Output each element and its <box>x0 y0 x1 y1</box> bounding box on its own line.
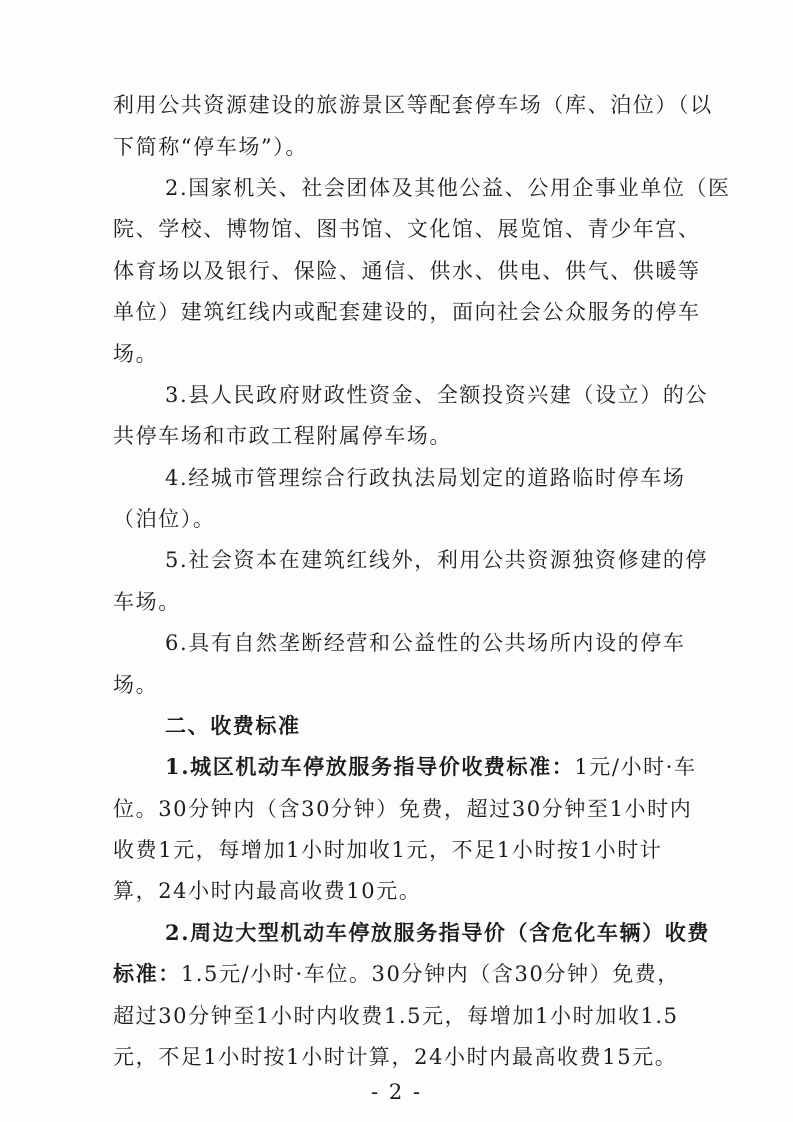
paragraph-line: 算，24小时内最高收费10元。 <box>113 879 422 903</box>
paragraph-line: 超过30分钟至1小时内收费1.5元，每增加1小时加收1.5 <box>113 1004 679 1028</box>
page-number: - 2 - <box>371 1080 422 1104</box>
section-heading: 二、收费标准 <box>165 713 301 738</box>
paragraph-line: 车场。 <box>113 590 181 614</box>
paragraph-line: 收费1元，每增加1小时加收1元，不足1小时按1小时计 <box>113 838 663 862</box>
paragraph-line: 6.具有自然垄断经营和公益性的公共场所内设的停车 <box>165 631 686 655</box>
item2-text: 1.5元/小时·车位。30分钟内（含30分钟）免费， <box>180 962 681 986</box>
item2-label-cont: 标准： <box>113 961 181 986</box>
item1-label: 1.城区机动车停放服务指导价收费标准： <box>165 754 575 779</box>
paragraph-line: 场。 <box>113 673 159 697</box>
paragraph-line: 4.经城市管理综合行政执法局划定的道路临时停车场 <box>165 466 686 490</box>
paragraph-line: （泊位）。 <box>113 507 216 531</box>
paragraph-line: 5.社会资本在建筑红线外，利用公共资源独资修建的停 <box>165 548 709 572</box>
paragraph-line: 元，不足1小时按1小时计算，24小时内最高收费15元。 <box>113 1045 678 1069</box>
paragraph-line: 下简称“停车场”）。 <box>113 135 308 159</box>
paragraph-line: 院、学校、博物馆、图书馆、文化馆、展览馆、青少年宫、 <box>113 217 701 241</box>
item1-text: 1元/小时·车 <box>574 755 697 779</box>
paragraph-line: 单位）建筑红线内或配套建设的，面向社会公众服务的停车 <box>113 300 701 324</box>
item2-second-line <box>113 962 680 986</box>
paragraph-line: 位。30分钟内（含30分钟）免费，超过30分钟至1小时内 <box>113 797 693 821</box>
paragraph-line: 利用公共资源建设的旅游景区等配套停车场（库、泊位）（以 <box>113 93 713 117</box>
paragraph-line: 3.县人民政府财政性资金、全额投资兴建（设立）的公 <box>165 383 709 407</box>
item2-label: 2.周边大型机动车停放服务指导价（含危化车辆）收费 <box>165 920 710 945</box>
paragraph-line: 场。 <box>113 342 159 366</box>
item1-first-line <box>165 755 697 779</box>
paragraph-line: 体育场以及银行、保险、通信、供水、供电、供气、供暖等 <box>113 259 701 283</box>
paragraph-line: 共停车场和市政工程附属停车场。 <box>113 424 452 448</box>
paragraph-line: 2.国家机关、社会团体及其他公益、公用企事业单位（医 <box>165 176 731 200</box>
